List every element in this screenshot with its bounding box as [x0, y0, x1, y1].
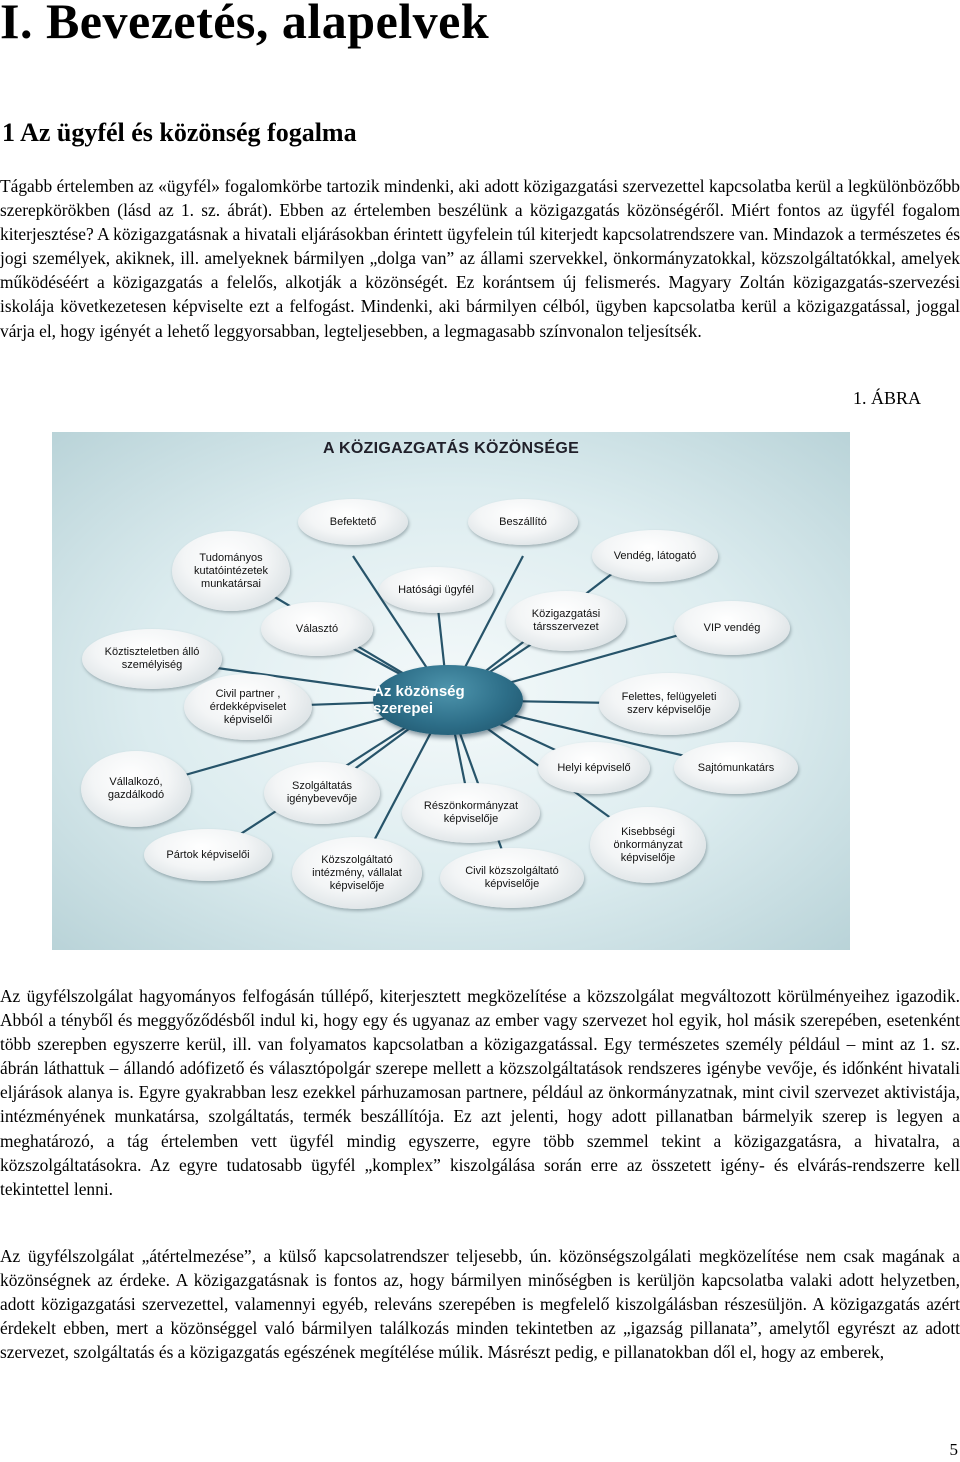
node-koztiszteletben-allo: Köztiszteletben álló személyiség	[82, 629, 222, 689]
node-felettes-szerv: Felettes, felügyeleti szerv képviselője	[599, 673, 739, 735]
paragraph-3: Az ügyfélszolgálat „átértelmezése”, a külső kapcsolatrendszer teljesebb, ún. közönségszolgálati megközelítése nem csak magának a közönségnek az érdeke. A közigazgatásnak is fontos az, hogy bármilyen minőségben is kerüljön kapcsolatba valaki adott helyzetben, adott közigazgatási szervezettel, valamennyi egyéb, releváns szerepében is megfelelő kiszolgálásban részesüljön. A közigazgatás azért érdekelt ebben, mert a közönséggel való bármilyen találkozás minden tekintetben az „igazság pillanata”, amelytől egyrészt az adott szervezet, szolgáltatás és a közigazgatás egészének megítélése múlik. Másrészt pedig, e pillanatokban dől el, hogy az emberek,	[0, 1246, 960, 1363]
node-kozszolgaltato-intezmeny: Közszolgáltató intézmény, vállalat képviselője	[292, 837, 422, 909]
node-tudomanyos-kutatok: Tudományos kutatóintézetek munkatársai	[172, 531, 290, 611]
figure-public-roles-diagram	[52, 432, 850, 950]
figure-title: A KÖZIGAZGATÁS KÖZÖNSÉGE	[322, 440, 580, 457]
node-civil-partner: Civil partner , érdekképviselet képviselői	[184, 674, 312, 740]
node-vendeg-latogato: Vendég, látogató	[592, 530, 718, 582]
node-hatosagi-ugyfel: Hatósági ügyfél	[379, 567, 493, 613]
node-vip-vendeg: VIP vendég	[674, 601, 790, 655]
node-kisebbsegi-onkormanyzat: Kisebbségi önkormányzat képviselője	[590, 807, 706, 883]
page-number: 5	[949, 1440, 958, 1459]
node-vallalkozo: Vállalkozó, gazdálkodó	[81, 751, 191, 827]
node-reszonkormanyzat: Részönkormányzat képviselője	[402, 783, 540, 843]
node-beszallito: Beszállító	[468, 499, 578, 545]
node-civil-kozszolgaltato: Civil közszolgáltató képviselője	[440, 848, 584, 908]
node-valaszto: Választó	[261, 602, 373, 656]
node-partok-kepviseloi: Pártok képviselői	[144, 829, 272, 881]
figure-label: 1. ÁBRA	[852, 388, 921, 408]
center-node: Az közönség szerepei	[373, 665, 523, 735]
section-heading: 1 Az ügyfél és közönség fogalma	[2, 118, 357, 147]
page-title: I. Bevezetés, alapelvek	[0, 0, 490, 49]
node-sajtomunkatars: Sajtómunkatárs	[674, 742, 798, 794]
node-helyi-kepviselo: Helyi képviselő	[538, 742, 650, 794]
node-szolgaltatas-igenybevevo: Szolgáltatás igénybevevője	[264, 762, 380, 824]
paragraph-2: Az ügyfélszolgálat hagyományos felfogásán túllépő, kiterjesztett megközelítése a közszolgálat megváltozott körülményeihez igazodik. Abból a tényből és meggyőződésből indul ki, hogy egy és ugyanaz az ember vagy szervezet hol egyik, hol másik szerepében, esetenként több szerepben egyszerre kerül, ill. van folyamatos kapcsolatban a közigazgatással. Egy természetes személy például – mint az 1. sz. ábrán láthattuk – állandó adófizető és választópolgár szerepe mellett a közszolgáltatások rendszeres igénybe vevője, és időnként hivatali eljárások alanya is. Egyre gyakrabban lesz ezekkel párhuzamosan partnere, például az önkormányzatnak, mint civil szervezet aktivistája, intézményének munkatársa, szolgáltatás, termék beszállítója. Ez azt jelenti, hogy adott pillanatban bármelyik szerep is legyen a meghatározó, a tág értelemben vett ügyfél mindig egyszerre, egyre több szemmel tekint a közigazgatásra, a hivatalra, a közszolgáltatásokra. Az egyre tudatosabb ügyfél „komplex” kiszolgálása során erre az összetett igény- és elvárás-rendszerre kell tekintettel lenni.	[0, 986, 960, 1199]
node-befekteto: Befektető	[298, 499, 408, 545]
paragraph-1: Tágabb értelemben az «ügyfél» fogalomkörbe tartozik mindenki, aki adott közigazgatási szervezettel kapcsolatba kerül a legkülönbözőbb szerepkörökben (lásd az 1. sz. ábrát). Ebben az értelemben beszélünk a közigazgatás közönségéről. Miért fontos az ügyfél fogalom kiterjesztése? A közigazgatásnak a hivatali eljárásokban érintett ügyfelein túl kiterjedt kapcsolatrendszere van. Mindazok a természetes és jogi személyek, akiknek, ill. amelyeknek bármilyen „dolga van” az állami szervekkel, önkormányzatokkal, közszolgáltatókkal, amelyek működéséért a közigazgatás a felelős, alkotják a közönségét. Ez korántsem új felismerés. Magyary Zoltán közigazgatás-szervezési iskolája következetesen képviselte ezt a felfogást. Mindenki, aki bármilyen célból, ügyben kapcsolatba kerül a közigazgatással, joggal várja el, hogy igényét a lehető leggyorsabban, legteljesebben, a legmagasabb színvonalon teljesítsék.	[0, 176, 960, 341]
node-kozigazgatasi-tarsszervezet: Közigazgatási társszervezet	[506, 591, 626, 651]
